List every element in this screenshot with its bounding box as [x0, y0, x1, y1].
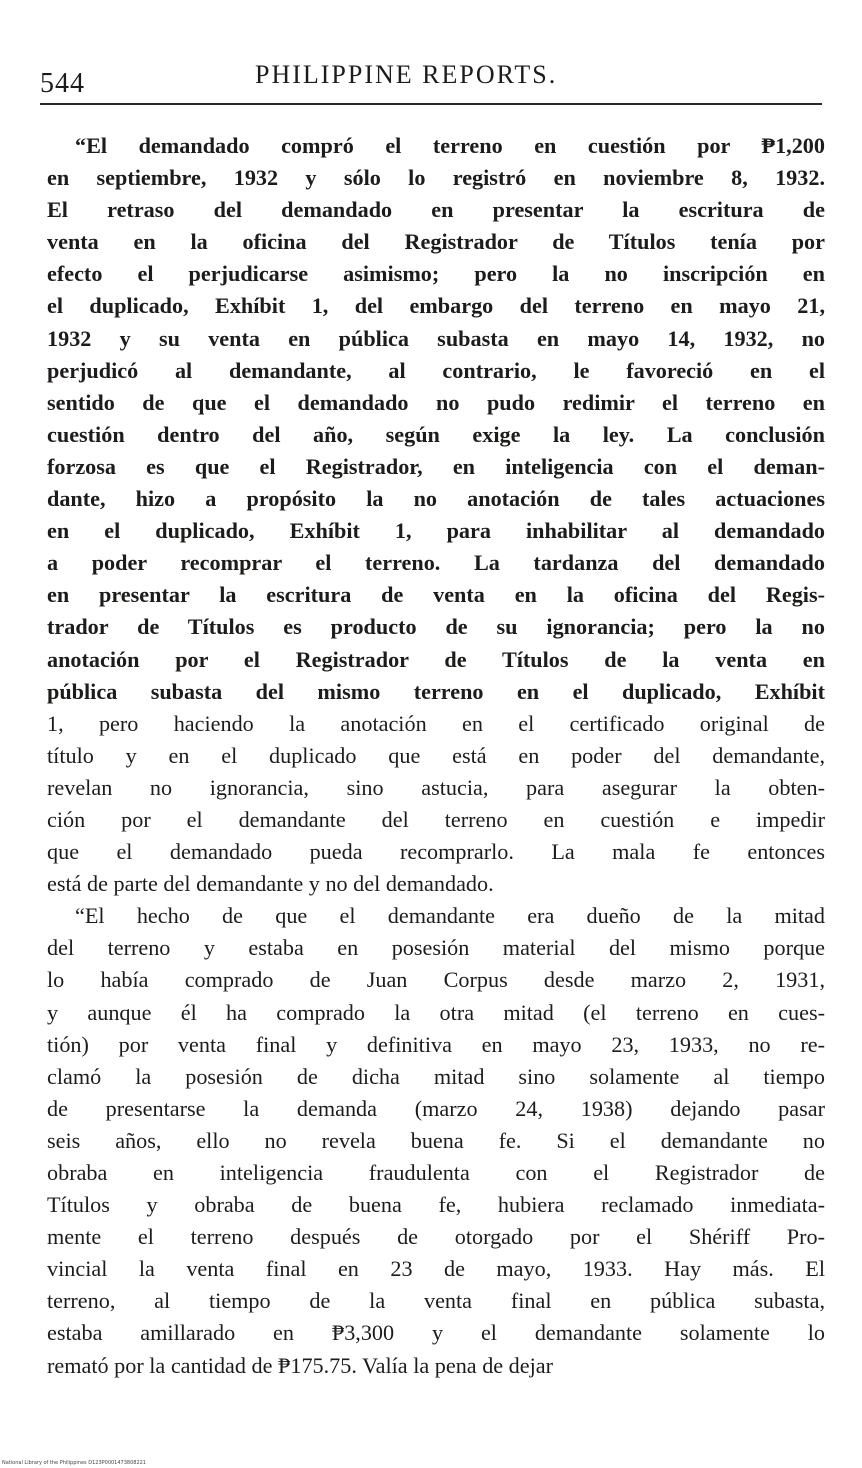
text-line: El retraso del demandado en presentar la escritura de — [47, 197, 825, 223]
text-line: revelan no ignorancia, sino astucia, para asegurar la obten- — [47, 774, 825, 800]
text-line: lo había comprado de Juan Corpus desde marzo 2, 1931, — [47, 967, 825, 993]
paragraph-2 — [47, 900, 825, 1381]
text-line: forzosa es que el Registrador, en inteligencia con el deman- — [47, 453, 825, 479]
text-line: “El demandado compró el terreno en cuestión por ₱1,200 — [75, 133, 825, 158]
text-line: obraba en inteligencia fraudulenta con el Registrador de — [47, 1160, 825, 1185]
text-line: ción por el demandante del terreno en cuestión e impedir — [47, 806, 825, 832]
text-line: a poder recomprar el terreno. La tardanza del demandado — [47, 550, 825, 576]
page-header — [40, 58, 822, 98]
body-text — [47, 130, 825, 1382]
text-line: vincial la venta final en 23 de mayo, 1933. Hay más. El — [47, 1256, 825, 1282]
text-line: trador de Títulos es producto de su ignorancia; pero la no — [47, 614, 825, 640]
text-line: tión) por venta final y definitiva en mayo 23, 1933, no re- — [47, 1031, 825, 1057]
scan-footer: National Library of the Philippines D123P0001473808221 — [2, 1460, 146, 1466]
text-line: el duplicado, Exhíbit 1, del embargo del terreno en mayo 21, — [47, 293, 825, 319]
text-line: título y en el duplicado que está en poder del demandante, — [47, 742, 825, 768]
text-line: en septiembre, 1932 y sólo lo registró en noviembre 8, 1932. — [47, 165, 825, 191]
text-line: cuestión dentro del año, según exige la ley. La conclusión — [47, 421, 825, 447]
text-line: Títulos y obraba de buena fe, hubiera reclamado inmediata- — [47, 1192, 825, 1218]
text-line: estaba amillarado en ₱3,300 y el demandante solamente lo — [47, 1320, 825, 1346]
text-line: en presentar la escritura de venta en la oficina del Regis- — [47, 582, 825, 608]
text-line: pública subasta del mismo terreno en el duplicado, Exhíbit — [47, 678, 825, 704]
text-line: 1932 y su venta en pública subasta en mayo 14, 1932, no — [47, 325, 825, 351]
text-line: de presentarse la demanda (marzo 24, 1938) dejando pasar — [47, 1095, 825, 1121]
text-line: seis años, ello no revela buena fe. Si el demandante no — [47, 1127, 825, 1153]
text-line: clamó la posesión de dicha mitad sino solamente al tiempo — [47, 1063, 825, 1089]
text-line: remató por la cantidad de ₱175.75. Valía la pena de dejar — [47, 1352, 554, 1378]
text-line: anotación por el Registrador de Títulos de la venta en — [47, 646, 825, 672]
text-line: que el demandado pueda recomprarlo. La mala fe entonces — [47, 839, 825, 865]
header-rule — [40, 103, 822, 105]
page-number: 544 — [40, 68, 85, 99]
text-line: del terreno y estaba en posesión material del mismo porque — [47, 935, 825, 961]
text-line: en el duplicado, Exhíbit 1, para inhabilitar al demandado — [47, 518, 825, 544]
text-line: efecto el perjudicarse asimismo; pero la no inscripción en — [47, 261, 825, 287]
text-line: perjudicó al demandante, al contrario, le favoreció en el — [47, 357, 825, 383]
text-line: está de parte del demandante y no del demandado. — [47, 871, 494, 897]
text-line: dante, hizo a propósito la no anotación de tales actuaciones — [47, 486, 825, 512]
text-line: terreno, al tiempo de la venta final en pública subasta, — [47, 1288, 825, 1314]
text-line: sentido de que el demandado no pudo redimir el terreno en — [47, 389, 825, 415]
text-line: mente el terreno después de otorgado por el Shériff Pro- — [47, 1224, 825, 1250]
text-line: y aunque él ha comprado la otra mitad (el terreno en cues- — [47, 999, 825, 1025]
text-line: venta en la oficina del Registrador de Títulos tenía por — [47, 229, 825, 255]
text-line: “El hecho de que el demandante era dueño de la mitad — [75, 903, 825, 929]
paragraph-1 — [47, 130, 825, 900]
running-head: PHILIPPINE REPORTS. — [255, 60, 558, 89]
text-line: 1, pero haciendo la anotación en el certificado original de — [47, 710, 825, 736]
